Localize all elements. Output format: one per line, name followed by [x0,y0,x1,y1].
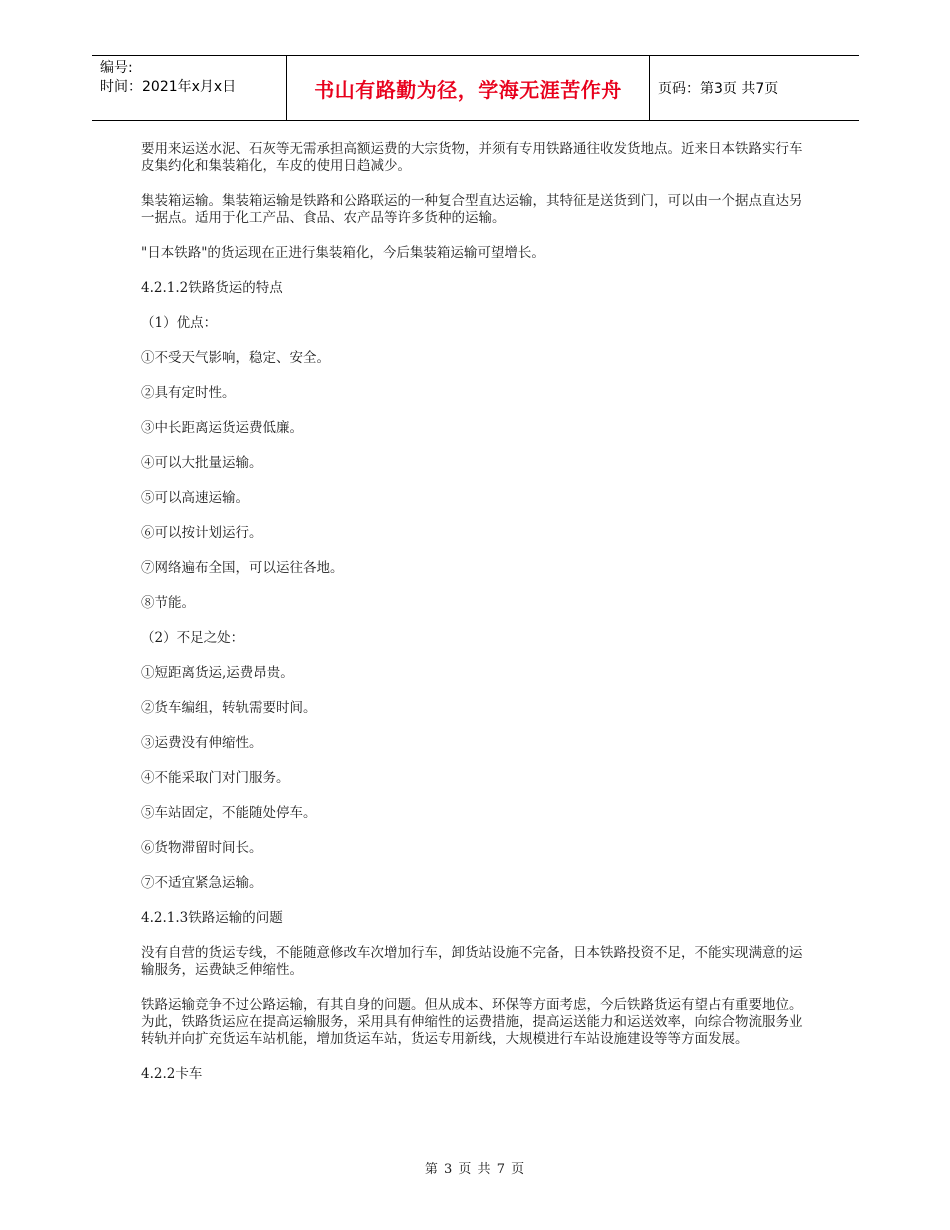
list-item: ④可以大批量运输。 [141,455,263,471]
header-motto: 书山有路勤为径，学海无涯苦作舟 [286,56,650,120]
document-number-label: 编号: [100,60,133,76]
list-item: ②货车编组，转轨需要时间。 [141,700,317,716]
list-item: ⑦网络遍布全国，可以运往各地。 [141,560,344,576]
list-item: ①短距离货运,运费昂贵。 [141,665,294,681]
list-item: ⑥可以按计划运行。 [141,525,263,541]
list-item: ⑤车站固定，不能随处停车。 [141,805,317,821]
paragraph: "日本铁路"的货运现在正进行集装箱化，今后集装箱运输可望增长。 [141,245,545,261]
page-header [92,55,859,121]
header-meta [92,56,286,120]
section-heading: 4.2.2卡车 [141,1066,203,1082]
list-item: ⑤可以高速运输。 [141,490,249,506]
subsection-heading: （1）优点： [141,315,218,331]
header-page-number: 页码：第3页 共7页 [658,81,779,97]
list-item: ②具有定时性。 [141,385,236,401]
list-item: ⑧节能。 [141,595,195,611]
document-body [141,141,809,1101]
list-item: ④不能采取门对门服务。 [141,770,290,786]
page-footer: 第 3 页 共 7 页 [424,1162,526,1177]
paragraph: 铁路运输竞争不过公路运输，有其自身的问题。但从成本、环保等方面考虑，今后铁路货运有望占有重要地位。为此，铁路货运应在提高运输服务，采用具有伸缩性的运费措施，提高运送能力和运送效率，向综合物流服务业转轨并向扩充货运车站机能，增加货运车站，货运专用新线，大规模进行车站设施建设等等方面发展。 [141,997,803,1047]
list-item: ③中长距离运货运费低廉。 [141,420,303,436]
list-item: ⑦不适宜紧急运输。 [141,875,263,891]
paragraph: 集装箱运输。集装箱运输是铁路和公路联运的一种复合型直达运输，其特征是送货到门，可以由一个据点直达另一据点。适用于化工产品、食品、农产品等许多货种的运输。 [141,193,803,226]
section-heading: 4.2.1.3铁路运输的问题 [141,910,283,926]
paragraph: 要用来运送水泥、石灰等无需承担高额运费的大宗货物，并须有专用铁路通往收发货地点。近来日本铁路实行车皮集约化和集装箱化，车皮的使用日趋减少。 [141,141,803,174]
subsection-heading: （2）不足之处： [141,630,245,646]
list-item: ⑥货物滞留时间长。 [141,840,263,856]
list-item: ①不受天气影响，稳定、安全。 [141,350,330,366]
document-time-label: 时间：2021年x月x日 [100,79,237,95]
paragraph: 没有自营的货运专线，不能随意修改车次增加行车，卸货站设施不完备，日本铁路投资不足，不能实现满意的运输服务，运费缺乏伸缩性。 [141,945,803,978]
section-heading: 4.2.1.2铁路货运的特点 [141,280,283,296]
list-item: ③运费没有伸缩性。 [141,735,263,751]
